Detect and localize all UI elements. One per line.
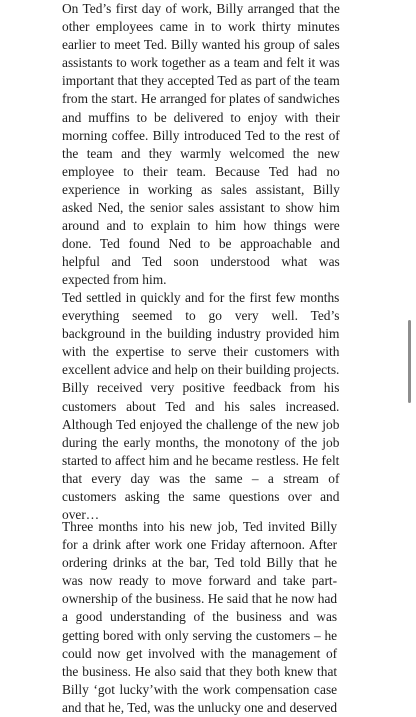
text-line: done. Ted found Ned to be approachable and	[62, 236, 340, 252]
text-line: customers asking the same questions over and	[62, 489, 340, 505]
text-line: Although Ted enjoyed the challenge of the new job	[62, 416, 340, 432]
text-line: important that they accepted Ted as part of the team	[62, 73, 340, 89]
text-line: On Ted’s first day of work, Billy arranged that the	[62, 1, 340, 16]
text-line: morning coffee. Billy introduced Ted to the rest of	[62, 127, 340, 143]
paragraph-2	[62, 289, 339, 524]
text-line: during the early months, the monotony of the job	[62, 434, 340, 450]
text-line: customers about Ted and his sales increased.	[62, 398, 340, 414]
text-line: everything seemed to go very well. Ted’s	[62, 308, 340, 324]
text-line: getting bored with only serving the customers – he	[62, 627, 338, 643]
text-line: the team and they warmly welcomed the new	[62, 145, 340, 161]
text-line: employee to their team. Because Ted had no	[62, 163, 340, 179]
text-line: a good understanding of the business and was	[62, 609, 338, 625]
text-line: assistants to work together as a team and felt it was	[62, 55, 340, 71]
text-line: Three months into his new job, Ted invited Billy	[62, 519, 338, 534]
text-line: other employees came in to work thirty minutes	[62, 19, 340, 35]
text-line: ordering drinks at the bar, Ted told Billy that he	[62, 555, 338, 571]
text-line: experience in working as sales assistant, Billy	[62, 181, 340, 197]
text-line: helpful and Ted soon understood what was	[62, 254, 340, 270]
text-line: the business. He also said that they both knew that	[62, 663, 338, 679]
text-line: around and to explain to him how things were	[62, 218, 340, 234]
paragraph-3	[62, 518, 337, 717]
text-line: with the expertise to serve their customers with	[62, 344, 340, 360]
text-line: from the start. He arranged for plates of sandwiches	[62, 91, 340, 107]
text-line: Billy received very positive feedback from his	[62, 380, 340, 396]
text-line: asked Ned, the senior sales assistant to show him	[62, 200, 340, 216]
text-line: earlier to meet Ted. Billy wanted his group of sales	[62, 37, 340, 53]
text-line: over…	[62, 507, 100, 523]
text-line: that every day was the same – a stream of	[62, 470, 340, 486]
text-line: excellent advice and help on their building projects.	[62, 362, 340, 378]
vertical-scrollbar[interactable]	[408, 320, 411, 403]
text-line: ownership of the business. He said that he now had	[62, 591, 338, 607]
paragraph-1	[62, 0, 340, 290]
text-line: and that he, Ted, was the unlucky one and deserved	[62, 699, 338, 715]
text-line: Ted settled in quickly and for the first few months	[62, 290, 340, 305]
text-line: for a drink after work one Friday afternoon. After	[62, 537, 338, 553]
text-line: started to affect him and he became restless. He felt	[62, 452, 340, 468]
text-line: background in the building industry provided him	[62, 326, 340, 342]
text-line: and muffins to be delivered to enjoy with their	[62, 109, 340, 125]
text-line: Billy ‘got lucky’with the work compensation case	[62, 681, 338, 697]
text-line: expected from him.	[62, 272, 167, 288]
text-line: was now ready to move forward and take part-	[62, 573, 338, 589]
text-line: could now get involved with the management of	[62, 645, 338, 661]
